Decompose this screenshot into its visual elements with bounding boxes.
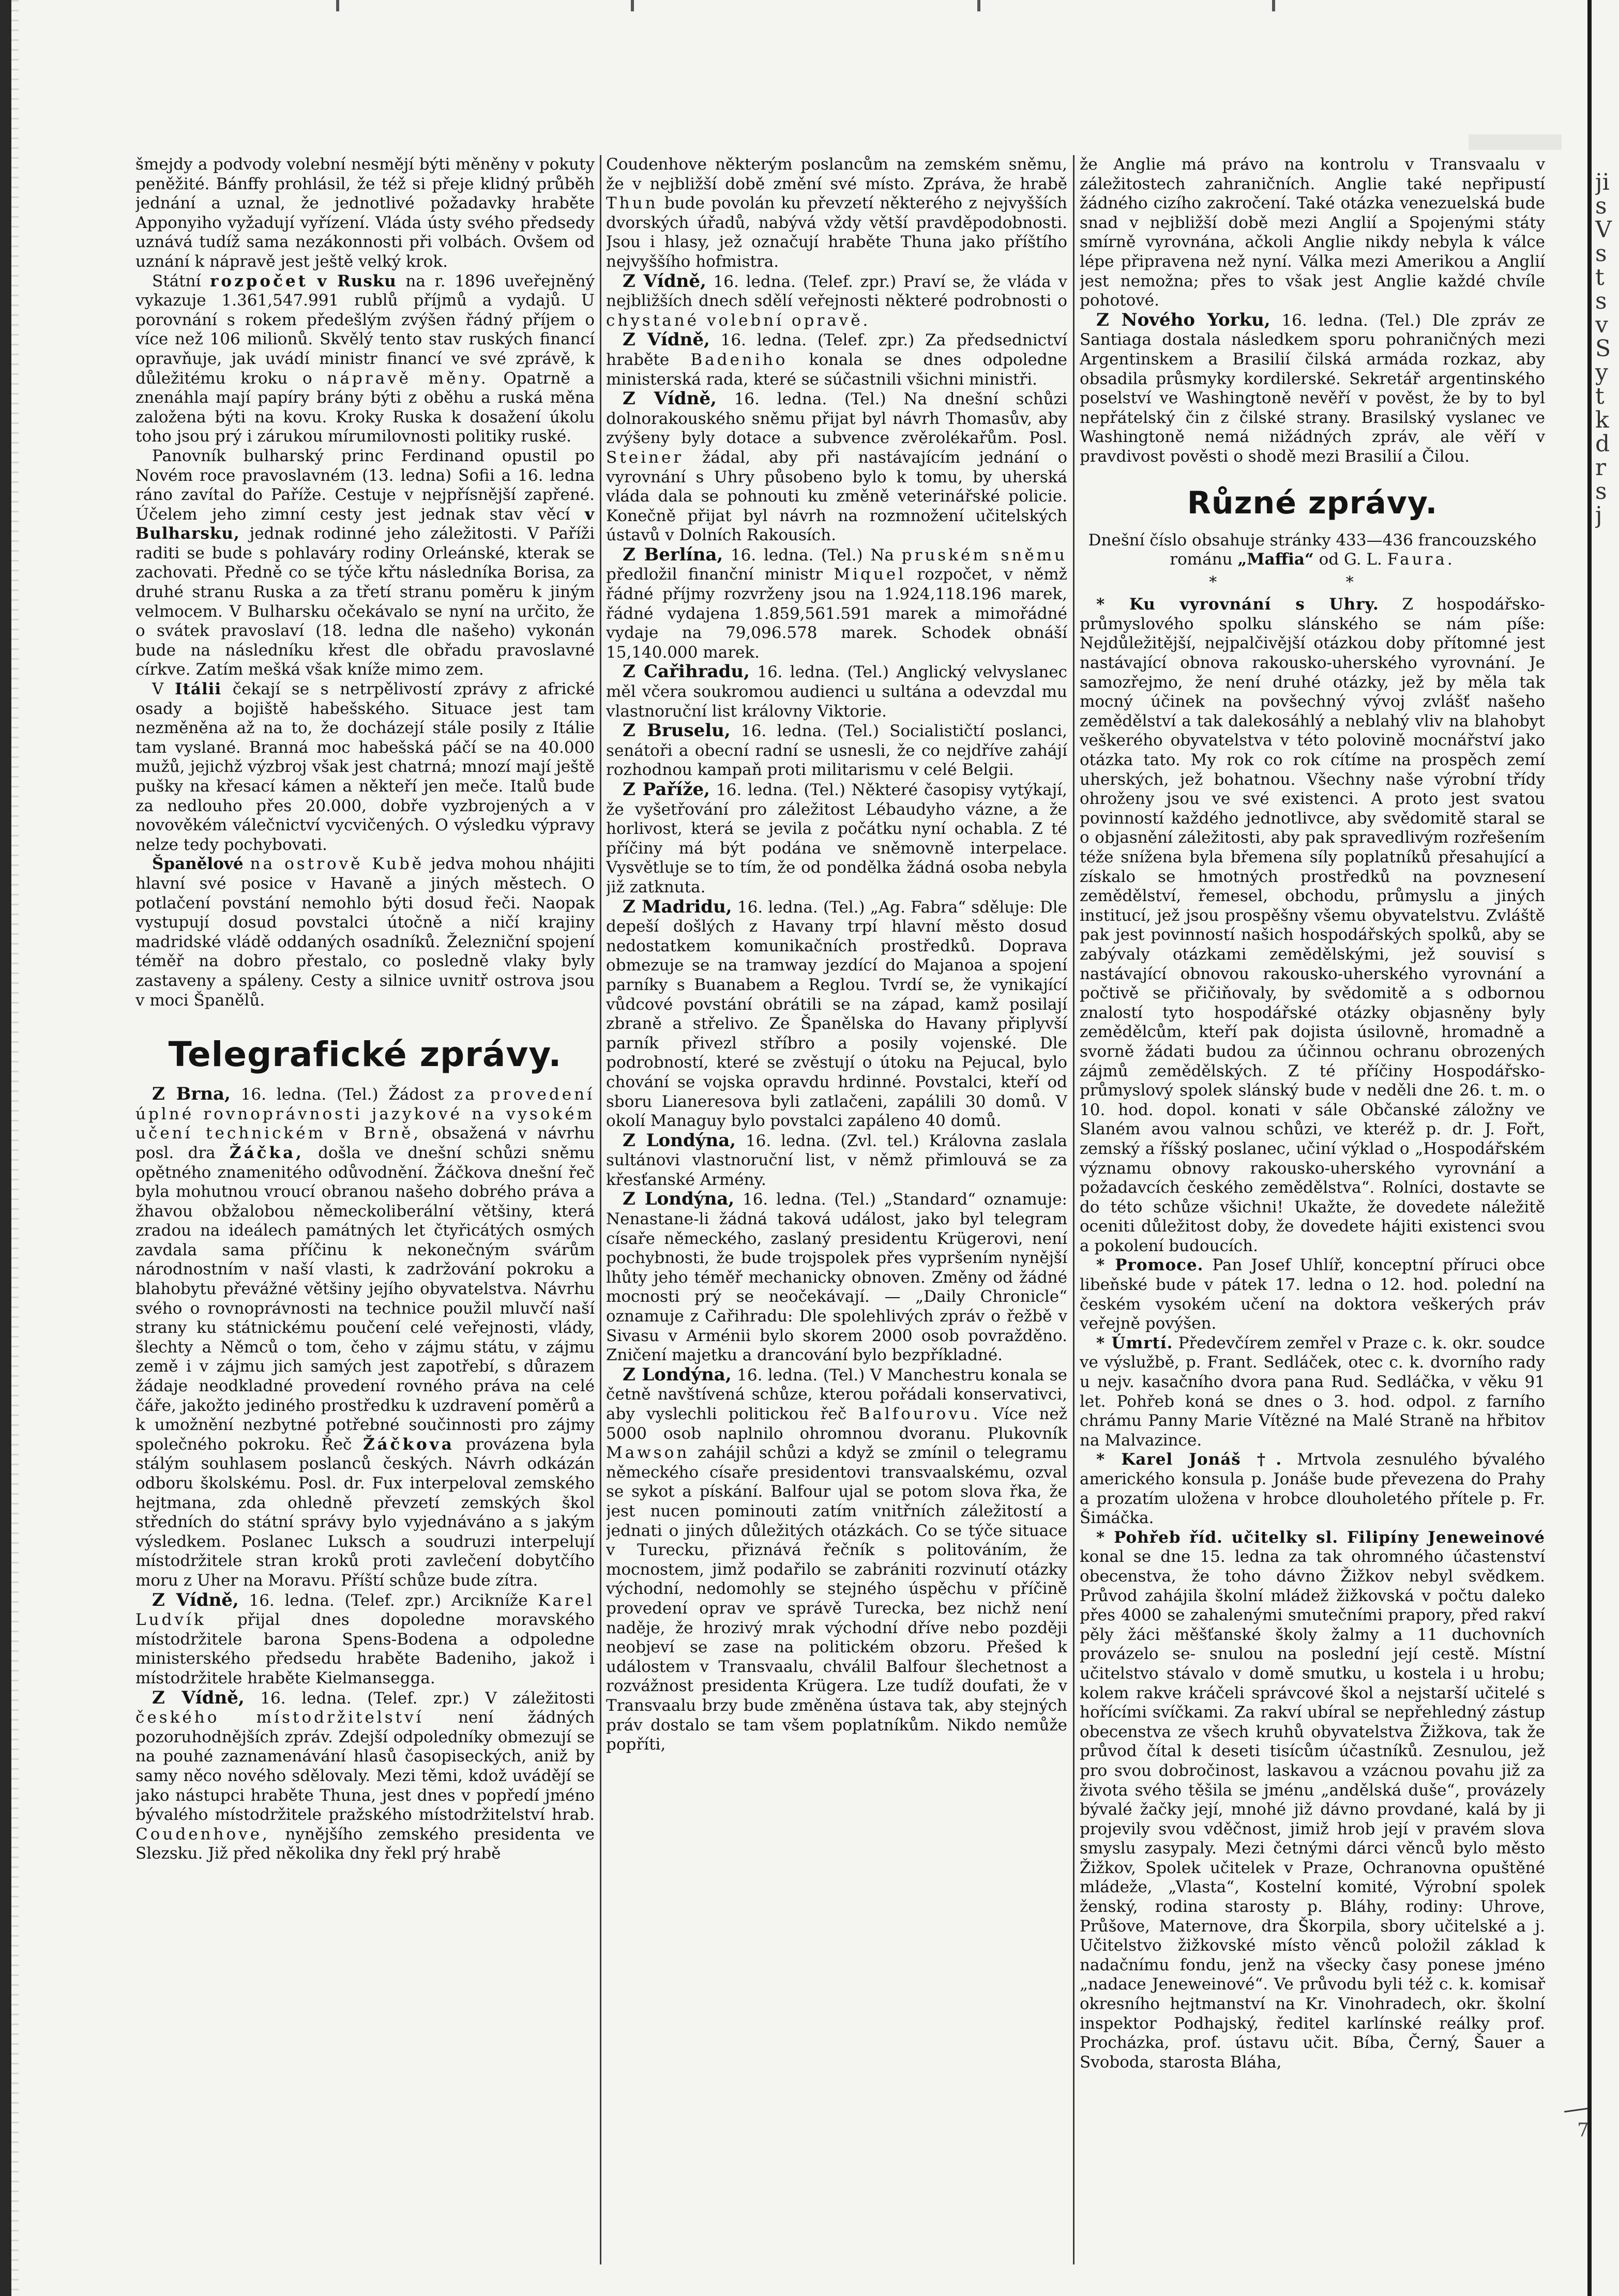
telegram-item: Coudenhove některým poslancům na zemském sněmu, že v nejbližší době změní své místo. Zpráva, že hrabě Thun bude povolán ku převzetí některého z nejvyšších dvorských úřadů, nabývá vždy větší pravděpodobnosti. Jsou i hlasy, jež označují hraběte Thuna jako příštího nejvyššího hofmistra.: [606, 155, 1067, 271]
column-divider: [1073, 155, 1075, 2264]
telegram-item: Z Madridu, 16. ledna. (Tel.) „Ag. Fabra“ sděluje: Dle depeší došlých z Havany trpí hlavní město dosud nedostatkem komunikačních prostředků. Doprava obmezuje se na tramway jezdící do Majanoa a spojení parníky s Buanabem a Reglou. Tvrdí se, že vynikající vůdcové povstání obrátili se na západ, kamž posilají zbraně a střelivo. Ze Španělska do Havany připlyvší parník přivezl stříbro a posily vojenské. Dle podrobností, které se zvěstují o útoku na Pejucal, bylo chování se vojska opravdu hrdinné. Povstalci, kteří od sboru Lianeresova byli zatlačeni, zapálili 30 domů. V okolí Managuy bylo povstalci zapáleno 40 domů.: [606, 896, 1067, 1131]
telegram-item: Z Berlína, 16. ledna. (Tel.) Na pruském sněmu předložil finanční ministr Miquel rozpočet, v němž řádné příjmy rozvrženy jsou na 1.924,118.196 marek, řádné vydajena 1.859,561.591 marek a mimořádné vydaje na 79,096.578 marek. Schodek obnáší 15,140.000 marek.: [606, 544, 1067, 662]
scan-smudge: [1469, 134, 1562, 150]
scan-speck: [1272, 0, 1275, 11]
telegram-item: Z Vídně, 16. ledna. (Telef. zpr.) V záležitosti českého místodržitelství není žádných pozoruhodnějších zpráv. Zdejší odpoledníky obmezují se na pouhé zaznamenávání hlasů časopiseckých, aniž by samy něco nového sdělovaly. Mezi těmi, kdož uvádějí se jako nástupci hraběte Thuna, jest dnes v popředí jméno bývalého místodržitele pražského místodržitelství hrab. Coudenhove, nynějšího zemského presidenta ve Slezsku. Již před několika dny řekl prý hrabě: [135, 1687, 595, 1863]
telegram-item: Z Londýna, 16. ledna. (Tel.) V Manchestru konala se četně navštívená schůze, kterou pořádali konservativci, aby vyslechli politickou řeč Balfourovu. Více než 5000 osob naplnilo ohromnou dvoranu. Plukovník Mawson zahájil schůzi a když se zmínil o telegramu německého císaře presidentovi transvaalskému, ozval se sykot a pískání. Balfour ujal se potom slova řka, že jest nucen pominouti zatím vnitřních záležitostí a jednati o jiných důležitých otázkách. Co se týče situace v Turecku, přiznává řečník s politováním, že mocnostem, jimž podařilo se zabrániti rozvinutí otázky východní, nedomohly se stejného úspěchu v příčině provedení oprav ve správě Turecka, bez nichž není naděje, že hrozivý mrak východní dříve nebo později neobjeví se zase na politickém obzoru. Přešed k událostem v Transvaalu, chválil Balfour šlechetnost a rozvážnost presidenta Krügera. Lze tudíž doufati, že v Transvaalu brzy bude změněna ústava tak, aby stejných práv dostalo se tam všem poplatníkům. Nikdo nemůže popříti,: [606, 1364, 1067, 1754]
column-1: [135, 155, 595, 2265]
column-2: [606, 155, 1067, 2265]
article-paragraph: šmejdy a podvody volební nesmějí býti měněny v pokuty peněžité. Bánffy prohlásil, že též si přeje klidný průběh jednání a uznal, že jednotlivé požadavky hraběte Apponyiho vyžadují vyřízení. Vláda ústy svého předsedy uznává tudíž sama nezákonnosti při volbách. Ovšem od uznání k nápravě jest ještě velký krok.: [135, 155, 595, 271]
telegram-item: Z Cařihradu, 16. ledna. (Tel.) Anglický velvyslanec měl včera soukromou audienci u sultána a odevzdal mu vlastnoruční list královny Viktorie.: [606, 661, 1067, 721]
ink-mark: [1564, 2108, 1588, 2112]
news-item: * Pohřeb říd. učitelky sl. Filipíny Jeneweinové konal se dne 15. ledna za tak ohromného účastenství obecenstva, že toho dávno Žižkov nebyl svědkem. Průvod zahájila školní mládež žižkovská v počtu daleko přes 4000 se zahalenými smutečními prapory, před rakví pěly žáci měšťanské školy žalmy a 11 duchovních provázelo se- snulou na poslední její cestě. Místní učitelstvo stávalo v domě smutku, u kostela i u hrobu; kolem rakve kráčeli správcové škol a nejstarší učitelé s hořícími svíčkami. Za rakví ubíral se nepřehledný zástup obecenstva ze všech kruhů obyvatelstva Žižkova, tak že průvod čítal k deseti tisícům účastníků. Zesnulou, jež pro svou dobročinost, laskavou a vzácnou povahu již za života svého těšila se jménu „andělská duše“, provázely bývalé žačky její, mnohé již dávno provdané, kalá by ji projevily svou vděčnost, jimiž hrob její v pravém slova smyslu zasypaly. Mezi četnými dárci věnců bylo město Žižkov, Spolek učitelek v Praze, Ochranovna opuštěné mládeže, „Vlasta“, Kostelní komité, Výrobní spolek ženský, rodina starosty p. Bláhy, rodiny: Uhrove, Průšove, Maternove, dra Škorpila, sbory učitelské a j. Učitelstvo žižkovské místo věnců položil základ k nadačnímu fondu, jenž na všecky časy ponese jméno „nadace Jeneweinové“. Ve průvodu byli též c. k. komisař okresního hejtmanství na Kr. Vinohradech, okr. školní inspektor Podhajský, ředitel karlínské reálky prof. Procházka, prof. ústavu učit. Bíba, Černý, Šauer a Svoboda, starosta Bláha,: [1080, 1528, 1545, 2072]
news-item: * Promoce. Pan Josef Uhlíř, konceptní příruci obce libeňské bude v pátek 17. ledna o 12. hod. polední na českém vysokém učení na doktora veškerých práv veřejně povýšen.: [1080, 1256, 1545, 1333]
news-item: * Ku vyrovnání s Uhry. Z hospodářsko-průmyslového spolku slánského se nám píše: Nejdůležitější, nejpalčivější otázkou doby přítomné jest nastávající obnova rakousko-uherského vyrovnání. Je samozřejmo, že není druhé otázky, jež by měla tak mocný účinek na povšechný vývoj zvlášť našeho zemědělství a tak dalekosáhlý a neblahý vliv na blahobyt veškerého obyvatelstva v této polovině mocnářství jako otázka tato. My rok co rok cítíme na prospěch zemí uherských, jež bohatnou. Všechny naše výrobní třídy ohroženy jsou ve své existenci. A proto jest svatou povinností každého jednotlivce, aby svědomitě staral se o objasnění záležitosti, aby pak spravedlivým rozřešením téže snížena byla břemena síly poplatníků přesahující a získalo se hmotných prostředků na povznesení zemědělství, řemesel, obchodu, průmyslu a jiných institucí, jež jsou prospěšny všemu obyvatelstvu. Zvláště pak jest povinností našich hospodářských spolků, aby se zabývaly otázkami zemědělskými, jež souvisí s nastávající obnovou rakousko-uherského vyrovnání a počtivě se přičiňovaly, by svědomitě a s odbornou znalostí tyto hospodářské otázky objasněny byly zemědělcům, kteří pak dojista úsilovně, hromadně a svorně žádati budou za účinnou ochranu obrozených zájmů zemědělských. Z té příčiny Hospodářsko-průmyslový spolek slánský bude v neděli dne 26. t. m. o 10. hod. dopol. konati v sále Občanské záložny ve Slaném avou valnou schůzi, ve kteréž p. dr. J. Fořt, zemský a říšský poslanec, učiní výklad o „Hospodářském významu obnovy rakousko-uherského vyrovnání a požadavcích českého zemědělstva“. Rolníci, dostavte se do této schůze všichni! Ukažte, že dovedete náležitě oceniti důležitost doby, že dovedete hájiti existenci svou a pokolení budoucích.: [1080, 595, 1545, 1255]
section-title-telegraphic-news: Telegrafické zprávy.: [168, 1035, 562, 1075]
article-paragraph: V Itálii čekají se s netrpělivostí zprávy z africké osady a bojiště habešského. Situace jest tam nezměněna až na to, že docházejí stále posily z Itálie tam vyslané. Branná moc habešská páčí se na 40.000 mužů, jejichž výzbroj však jest chatrná; mnozí mají ještě pušky na křesací kámen a někteří jen meče. Italů bude za nedlouho přes 20.000, dobře vyzbrojených a v novověkém válečnictví vycvičených. O výsledku výpravy nelze tedy pochybovati.: [135, 680, 595, 854]
telegram-item: že Anglie má právo na kontrolu v Transvaalu v záležitostech zahraničních. Anglie také nepřipustí žádného cizího zakročení. Také otázka venezuelská bude snad v nejbližší době mezi Anglií a Spojenými státy smírně vyrovnána, ačkoli Anglie nikdy nebyla k válce lépe připravena než nyní. Válka mezi Amerikou a Anglií jest nemožna; přes to však jest Anglie každé chvíle pohotové.: [1080, 155, 1545, 310]
telegram-item: Z Brna, 16. ledna. (Tel.) Žádost za provedení úplné rovnoprávnosti jazykové na vysokém učení technickém v Brně, obsažená v návrhu posl. dra Žáčka, došla ve dnešní schůzi sněmu opětného znamenitého odůvodnění. Žáčkova dnešní řeč byla mohutnou vroucí obranou našeho dobrého práva a žhavou obžalobou německoliberální většiny, která zradou na ideálech památných let čtyřicátých osmých zavdala sama příčinu k nekonečným svárům národnostním v naší vlasti, k zadržování pokroku a blahobytu převážné většiny jejího obyvatelstva. Návrhu svého o rovnoprávnosti na technice použil mluvčí naší strany ku státnickému poučení celé veřejnosti, vlády, šlechty a Němců o tom, čeho v zájmu státu, v zájmu země i v zájmu jich samých jest zapotřebí, s důrazem žádaje neodkladné provedení rovného práva na celé čáře, jakožto jediného prostředku k uzdravení poměrů a k umožnění nezbytné potřebné součinnosti pro zájmy společného pokroku. Řeč Žáčkova provázena byla stálým souhlasem poslanců českých. Návrh odkázán odboru školskému. Posl. dr. Fux interpeloval zemského hejtmana, zda ohledně převzetí zemských škol středních do státní správy bylo vyjednáváno a s jakým výsledkem. Poslanec Luksch a soudruzi interpelují místodržitele stran kroků proti zavlečení dobytčího moru z Uher na Moravu. Příští schůze bude zítra.: [135, 1084, 595, 1590]
telegram-item: Z Vídně, 16. ledna. (Tel.) Na dnešní schůzi dolnorakouského sněmu přijat byl návrh Thomasův, aby zvýšeny byly dotace a subvence zvěrolékařům. Posl. Steiner žádal, aby při nastávajícím jednání o vyrovnání s Uhry působeno bylo k tomu, by uherská vláda dala se pohnouti ku změně veterinářské policie. Konečně přijat byl návrh na rozmnožení učitelských ústavů v Dolních Rakousích.: [606, 388, 1067, 545]
news-item: * Karel Jonáš †. Mrtvola zesnulého bývalého amerického konsula p. Jonáše bude převezena do Prahy a prozatím uložena v hrobce dlouholetého přítele p. Fr. Šimáčka.: [1080, 1450, 1545, 1528]
telegram-item: Z Londýna, 16. ledna. (Zvl. tel.) Královna zaslala sultánovi vlastnoruční list, v němž přimlouvá se za křesťanské Armény.: [606, 1130, 1067, 1189]
telegram-item: Z Vídně, 16. ledna. (Telef. zpr.) Za předsednictví hraběte Badeniho konala se dnes odpoledne ministerská rada, které se súčastnili všichni ministři.: [606, 329, 1067, 389]
separator-stars: * *: [1209, 573, 1416, 591]
article-paragraph: Panovník bulharský princ Ferdinand opustil po Novém roce pravoslavném (13. ledna) Sofii a 16. ledna ráno zavítal do Paříže. Cestuje v nejpřísnější zapřené. Účelem jeho zimní cesty jest jednak stav věcí v Bulharsku, jednak rodinné jeho záležitosti. V Paříži raditi se bude s pohlaváry rodiny Orleánské, kterak se zachovati. Předně co se týče křtu následníka Borisa, za druhé stranu Ruska a za třetí stranu poměru k jiným velmocem. V Bulharsku očekávalo se nyní na určito, že o svátek pravoslaví (18. ledna dle našeho) vykonán bude na následníku křest dle obřadu pravoslavné církve. Zatím mešká však kníže mimo zem.: [135, 446, 595, 679]
scan-speck: [336, 0, 339, 11]
article-paragraph: Španělové na ostrově Kubě jedva mohou nhájiti hlavní své posice v Havaně a jiných městech. O potlačení povstání nemohlo býti dosud řeči. Naopak vystupují dosud povstalci útočně a ničí krajiny madridské vládě oddaných osadníků. Železniční spojení téměř na dobro přestalo, co posledně vlaky byly zastaveny a spáleny. Cesty a silnice uvnitř ostrova jsou v moci Španělů.: [135, 855, 595, 1010]
column-divider: [600, 155, 601, 2264]
novel-notice: Dnešní číslo obsahuje stránky 433—436 francouzského románu „Maffia“ od G. L. Faura.: [1088, 530, 1537, 569]
column-3: [1080, 155, 1545, 2265]
telegram-item: Z Paříže, 16. ledna. (Tel.) Některé časopisy vytýkají, že vyšetřování pro záležitost Lébaudyho vázne, a že horlivost, která se jevila z počátku nyní ochabla. Z té příčiny má být podána ve sněmovně interpelace. Vysvětluje se to tím, že od pondělka žádná osoba nebyla již zatknuta.: [606, 779, 1067, 896]
telegram-item: Z Londýna, 16. ledna. (Tel.) „Standard“ oznamuje: Nenastane-li žádná taková událost, jako byl telegram císaře německého, zaslaný presidentu Krügerovi, není pochybnosti, že bude trojspolek přes vypršením nynější lhůty jeho téměř mechanicky obnoven. Změny od žádné mocnosti prý se neočekávají. — „Daily Chronicle“ oznamuje z Cařihradu: Dle spolehlivých zpráv o řežbě v Sivasu v Arménii bylo skorem 2000 osob povražděno. Zničení majetku a drancování bylo bezpříkladné.: [606, 1189, 1067, 1365]
scan-speck: [977, 0, 980, 11]
adjacent-page-strip: ji s V s t s v S y t k d r s j: [1595, 171, 1612, 528]
scan-speck: [631, 0, 634, 11]
telegram-item: Z Vídně, 16. ledna. (Telef. zpr.) Arcikníže Karel Ludvík přijal dnes dopoledne moravského místodržitele barona Spens-Bodena a odpoledne ministerského předsedu hraběte Badeniho, jakož i místodržitele hraběte Kielmansegga.: [135, 1589, 595, 1687]
news-item: * Úmrtí. Předevčírem zemřel v Praze c. k. okr. soudce ve výslužbě, p. Frant. Sedláček, otec c. k. dvorního rady u nejv. kasačního dvora pana Rud. Sedláčka, v věku 91 let. Pohřeb koná se dnes o 3. hod. odpol. z farního chrámu Panny Marie Vítězné na Malé Straně na hřbitov na Malvazince.: [1080, 1333, 1545, 1450]
section-title-various-news: Různé zprávy.: [1187, 484, 1438, 521]
scan-left-border: [0, 0, 11, 2296]
page-right-rule: [1587, 0, 1592, 2296]
telegram-item: Z Nového Yorku, 16. ledna. (Tel.) Dle zpráv ze Santiaga dostala následkem sporu pohraničných mezi Argentinskem a Brasilií čilská armáda rozkaz, aby obsadila průsmyky kordilerské. Sekretář argentinského poselství ve Washingtoně nevěří v pověst, že by to byl nepřátelský čin z čilské strany. Brasilský vyslanec ve Washingtoně nemá nižádných zpráv, ale věří v pravdivost pověsti o shodě mezi Brasilií a Čilou.: [1080, 309, 1545, 466]
article-paragraph: Státní rozpočet v Rusku na r. 1896 uveřejněný vykazuje 1.361,547.991 rublů příjmů a vydajů. U porovnání s rokem předešlým zvýšen řádný příjem o více než 106 milionů. Skvělý tento stav ruských financí opravňuje, jak uvádí ministr financí ve své zprávě, k důležitému kroku o nápravě měny. Opatrně a znenáhla mají papíry brány býti z oběhu a ruská měna založena býti na kovu. Kroky Ruska k dosažení úkolu toho jsou prý i zárukou mírumilovnosti politiky ruské.: [135, 271, 595, 446]
page-number: 7: [1577, 2120, 1589, 2141]
telegram-item: Z Bruselu, 16. ledna. (Tel.) Socialističtí poslanci, senátoři a obecní radní se usnesli, že co nejdříve zahájí rozhodnou kampaň proti militarismu v celé Belgii.: [606, 720, 1067, 780]
telegram-item: Z Vídně, 16. ledna. (Telef. zpr.) Praví se, že vláda v nejbližších dnech sdělí veřejnosti některé podrobnosti o chystané volební opravě.: [606, 270, 1067, 330]
scan-left-shadow: [11, 0, 19, 2296]
